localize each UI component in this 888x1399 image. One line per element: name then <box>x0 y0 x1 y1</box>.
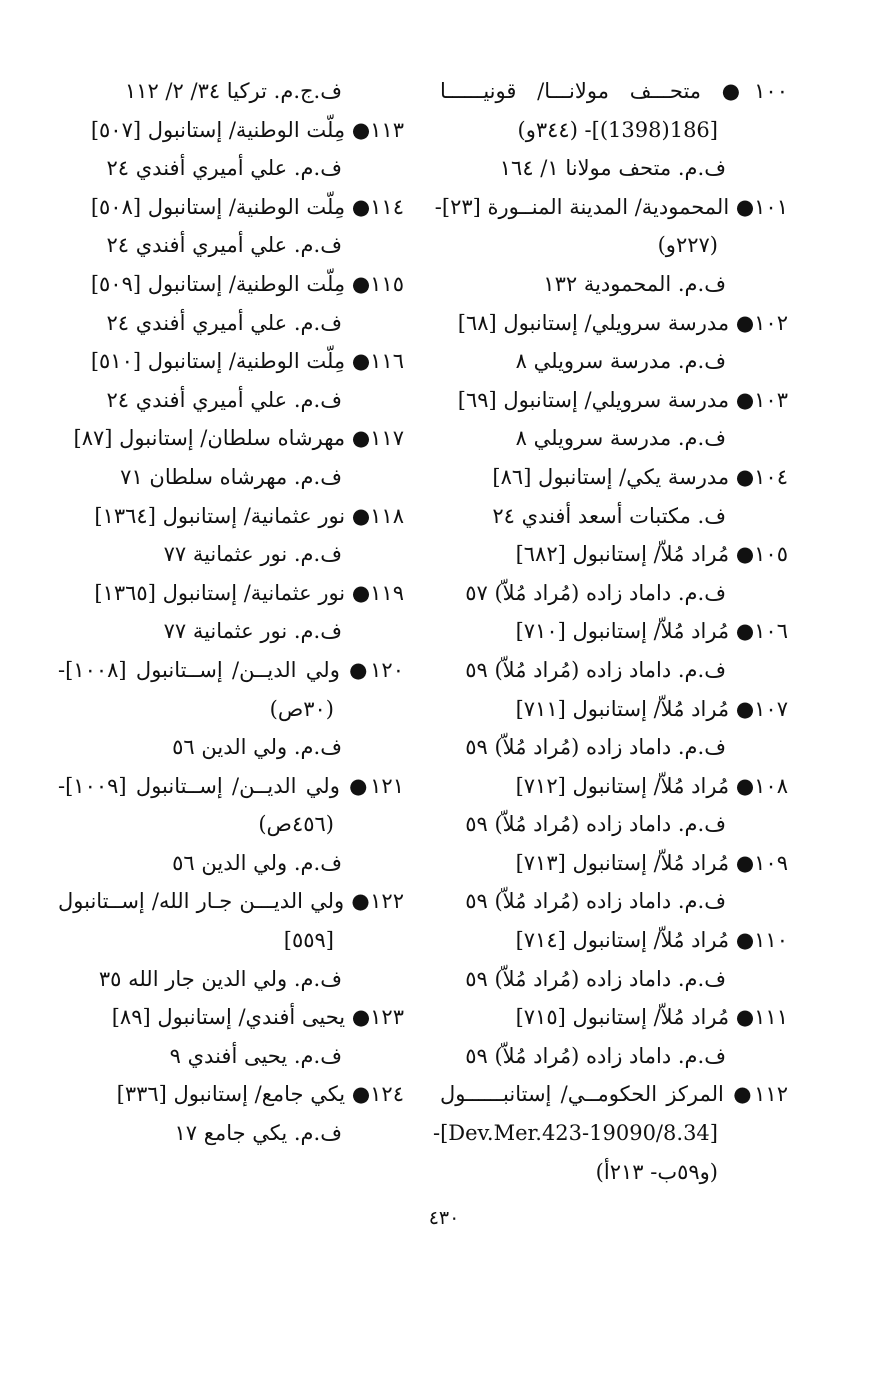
left-entry-reference: ف.م. يكي جامع ١٧ <box>174 1121 342 1146</box>
left-entry-reference: ف.م. علي أميري أفندي ٢٤ <box>106 233 342 258</box>
right-entry-reference: ف.م. داماد زاده (مُراد مُلاّ) ٥٩ <box>465 657 726 682</box>
left-entry-heading: ١١٨● نور عثمانية/ إستانبول [١٣٦٤] <box>94 503 404 528</box>
right-entry-reference: ف.م. متحف مولانا ١/ ١٦٤ <box>499 156 726 181</box>
right-entry-heading: ١٠٤● مدرسة يكي/ إستانبول [٨٦] <box>492 464 788 489</box>
left-entry-reference: ف.م. نور عثمانية ٧٧ <box>163 619 342 644</box>
right-entry-heading: ١٠٨● مُراد مُلاّ/ إستانبول [٧١٢] <box>515 773 788 798</box>
right-entry-continuation: (٢٢٧و) <box>657 233 718 258</box>
left-entry-reference: ف.م. نور عثمانية ٧٧ <box>163 542 342 567</box>
right-entry-reference: ف.م. داماد زاده (مُراد مُلاّ) ٥٩ <box>465 735 726 760</box>
right-entry-heading: ١٠٦● مُراد مُلاّ/ إستانبول [٧١٠] <box>515 619 788 644</box>
right-entry-heading: ١٠٥● مُراد مُلاّ/ إستانبول [٦٨٢] <box>515 542 788 567</box>
left-entry-reference: ف.م. علي أميري أفندي ٢٤ <box>106 156 342 181</box>
left-entry-reference: ف.م. مهرشاه سلطان ٧١ <box>120 464 342 489</box>
right-entry-heading: ١٠٠● متحـــف مولانـــا/ قونيــــــا <box>440 79 788 103</box>
right-entry-heading: ١١١● مُراد مُلاّ/ إستانبول [٧١٥] <box>515 1005 788 1030</box>
right-entry-reference: ف.م. داماد زاده (مُراد مُلاّ) ٥٩ <box>465 889 726 914</box>
right-entry-continuation: [186(1398)]- (٣٤٤و) <box>517 117 718 142</box>
right-entry-heading: ١٠٣● مدرسة سرويلي/ إستانبول [٦٩] <box>457 387 788 412</box>
left-entry-continuation: [٥٥٩] <box>283 928 334 953</box>
right-entry-reference: ف.م. داماد زاده (مُراد مُلاّ) ٥٩ <box>465 1043 726 1068</box>
left-entry-heading: ١١٣● مِلّت الوطنية/ إستانبول [٥٠٧] <box>90 117 404 142</box>
left-entry-reference: ف.م. ولي الدين ٥٦ <box>172 850 342 875</box>
right-entry-heading: ١١٠● مُراد مُلاّ/ إستانبول [٧١٤] <box>515 928 788 953</box>
left-entry-heading: ١٢٣● يحيى أفندي/ إستانبول [٨٩] <box>111 1005 404 1030</box>
left-entry-heading: ١١٦● مِلّت الوطنية/ إستانبول [٥١٠] <box>90 349 404 374</box>
left-entry-reference: ف.م. علي أميري أفندي ٢٤ <box>106 310 342 335</box>
right-entry-reference: ف.م. مدرسة سرويلي ٨ <box>515 349 726 374</box>
left-entry-heading: ١١٩● نور عثمانية/ إستانبول [١٣٦٥] <box>94 580 404 605</box>
right-entry-reference: ف.م. داماد زاده (مُراد مُلاّ) ٥٩ <box>465 966 726 991</box>
page-number: ٤٣٠ <box>428 1207 460 1229</box>
left-entry-reference: ف.م. ولي الدين جار الله ٣٥ <box>98 966 342 991</box>
right-entry-continuation: [34.Dev.Mer.423-19090/8]- <box>433 1121 718 1146</box>
right-entry-continuation: (و٥٩ب- ٢١٣أ) <box>595 1159 718 1184</box>
right-entry-reference: ف.م. المحمودية ١٣٢ <box>543 271 726 296</box>
left-entry-continuation: (٤٥٦ص) <box>258 812 334 837</box>
left-entry-continuation: (٣٠ص) <box>269 696 334 721</box>
right-entry-heading: ١٠٧● مُراد مُلاّ/ إستانبول [٧١١] <box>515 696 788 721</box>
left-entry-heading: ١٢١● ولي الديــن/ إســتانبول [١٠٠٩]- <box>58 773 404 798</box>
right-entry-heading: ١١٢● المركز الحكومــي/ إستانبــــــول <box>440 1082 788 1107</box>
right-entry-reference: ف.م. داماد زاده (مُراد مُلاّ) ٥٧ <box>465 580 726 605</box>
right-column <box>433 72 788 1191</box>
right-entry-heading: ١٠٢● مدرسة سرويلي/ إستانبول [٦٨] <box>457 310 788 335</box>
left-entry-reference: ف.ج.م. تركيا ٣٤/ ٢/ ١١٢ <box>124 79 342 103</box>
left-entry-reference: ف.م. علي أميري أفندي ٢٤ <box>106 387 342 412</box>
left-entry-heading: ١٢٢● ولي الديـــن جـار الله/ إســتانبول <box>58 889 404 914</box>
left-entry-heading: ١١٤● مِلّت الوطنية/ إستانبول [٥٠٨] <box>90 194 404 219</box>
left-entry-heading: ١٢٤● يكي جامع/ إستانبول [٣٣٦] <box>116 1082 404 1107</box>
right-entry-reference: ف.م. مدرسة سرويلي ٨ <box>515 426 726 451</box>
right-entry-heading: ١٠١● المحمودية/ المدينة المنــورة [٢٣]- <box>434 194 788 219</box>
left-entry-reference: ف.م. يحيى أفندي ٩ <box>169 1043 342 1068</box>
left-entry-heading: ١٢٠● ولي الديــن/ إســتانبول [١٠٠٨]- <box>58 657 404 682</box>
left-entry-heading: ١١٧● مهرشاه سلطان/ إستانبول [٨٧] <box>73 426 404 451</box>
right-entry-heading: ١٠٩● مُراد مُلاّ/ إستانبول [٧١٣] <box>515 850 788 875</box>
left-column <box>58 72 404 1153</box>
right-entry-reference: ف. مكتبات أسعد أفندي ٢٤ <box>492 503 726 528</box>
left-entry-reference: ف.م. ولي الدين ٥٦ <box>172 735 342 760</box>
right-entry-reference: ف.م. داماد زاده (مُراد مُلاّ) ٥٩ <box>465 812 726 837</box>
left-entry-heading: ١١٥● مِلّت الوطنية/ إستانبول [٥٠٩] <box>90 271 404 296</box>
